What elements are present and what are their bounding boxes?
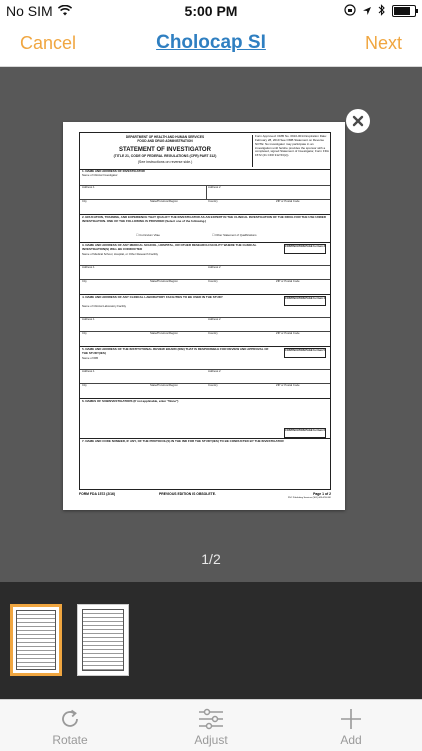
battery-fill [394, 7, 410, 15]
remove-page-button[interactable] [346, 109, 370, 133]
form-section-7 [80, 439, 330, 489]
section-6-title: 6. NAMES OF SUBINVESTIGATORS (If not applicable, enter "None") [82, 399, 179, 403]
label-country: Country [208, 331, 218, 335]
label-country: Country [208, 383, 218, 387]
section-7-title: 7. NAME AND CODE NUMBER, IF ANY, OF THE PROTOCOL(S) IN THE IND FOR THE STUDY(IES) TO BE CONDUCTED BY THE INVESTIGATOR [82, 439, 284, 443]
close-icon [352, 115, 364, 127]
label-sec3-name: Name of Medical School, Hospital, or Other Research Facility [82, 252, 159, 256]
rotate-button[interactable] [30, 705, 110, 747]
adjust-button[interactable] [171, 705, 251, 747]
form-subtitle: (TITLE 21, CODE OF FEDERAL REGULATIONS (CFR) PART 312) [113, 154, 217, 158]
label-address1: Address 1 [82, 265, 95, 269]
label-name-ci: Name of Clinical Investigator [82, 173, 118, 177]
continuation-box-6: CONTINUATION PAGE for Item 6 [284, 428, 326, 438]
navigation-bar [0, 22, 422, 67]
page-thumbnail-1[interactable] [10, 604, 62, 676]
rule [206, 185, 207, 199]
label-city: City [82, 331, 87, 335]
label-zip: ZIP or Postal Code [276, 383, 300, 387]
form-note: NOTE: No investigator may participate in an investigation until he/she provides the sponsor with a completed, signed Statement of Investigator, Form FDA 1572 (21 CFR 312.53(c)). [255, 142, 329, 157]
label-state: State/Province/Region [150, 331, 178, 335]
rule [80, 369, 330, 370]
fda-1572-form [79, 132, 331, 490]
label-address1: Address 1 [82, 369, 95, 373]
label-address2: Address 2 [208, 317, 221, 321]
status-right [344, 3, 416, 19]
checkbox-cv: ☐ Curriculum Vitae [136, 233, 160, 237]
thumbnail-strip [0, 582, 422, 699]
continuation-box-4: CONTINUATION PAGE for Item 4 [284, 296, 326, 306]
label-country: Country [208, 279, 218, 283]
label-state: State/Province/Region [150, 383, 178, 387]
label-other-quals: Other Statement of Qualifications [215, 233, 257, 237]
form-title: STATEMENT OF INVESTIGATOR [119, 147, 211, 153]
label-address2: Address 2 [208, 185, 221, 189]
plus-icon [311, 705, 391, 733]
bottom-toolbar [0, 699, 422, 751]
add-button[interactable] [311, 705, 391, 747]
form-section-1 [80, 169, 330, 215]
form-section-2 [80, 215, 330, 243]
rotate-icon [30, 705, 110, 733]
rotate-label: Rotate [52, 733, 88, 747]
form-section-5 [80, 347, 330, 399]
section-1-title: 1. NAME AND ADDRESS OF INVESTIGATOR [82, 169, 145, 173]
status-bar [0, 0, 422, 22]
form-omb-box [252, 135, 331, 167]
add-label: Add [340, 733, 362, 747]
form-header [80, 133, 330, 170]
section-2-title: 2. EDUCATION, TRAINING, AND EXPERIENCE THAT QUALIFY THE INVESTIGATOR AS AN EXPERT IN THE CLINICAL INVESTIGATION OF THE DRUG FOR THE USE UNDER INVESTIGATION. ONE OF THE FOLLOWING IS PROVIDED (Select one of the following.) [82, 215, 326, 223]
footer-small-print: PSC Publishing Services (301) 443-6740 EF [287, 497, 331, 499]
label-address2: Address 2 [208, 265, 221, 269]
label-zip: ZIP or Postal Code [276, 331, 300, 335]
continuation-box-5: CONTINUATION PAGE for Item 5 [284, 348, 326, 358]
label-zip: ZIP or Postal Code [276, 279, 300, 283]
thumbnail-preview [82, 609, 124, 671]
form-dept: DEPARTMENT OF HEALTH AND HUMAN SERVICES [125, 135, 205, 139]
form-agency: FOOD AND DRUG ADMINISTRATION [137, 138, 193, 143]
location-icon [362, 3, 372, 19]
orientation-lock-icon [344, 3, 356, 19]
footer-previous-edition: PREVIOUS EDITION IS OBSOLETE. [159, 492, 216, 496]
continuation-box-3: CONTINUATION PAGE for Item 3 [284, 244, 326, 254]
bluetooth-icon [378, 3, 386, 19]
scanned-page[interactable] [63, 122, 345, 510]
form-section-6 [80, 399, 330, 439]
page-viewer[interactable] [0, 67, 422, 582]
label-sec4-name: Name of Clinical Laboratory Facility [82, 304, 126, 308]
label-address1: Address 1 [82, 317, 95, 321]
label-state: State/Province/Region [150, 279, 178, 283]
checkbox-other: ☐ Other Statement of Qualifications [212, 233, 257, 237]
battery-icon [392, 5, 416, 17]
rule [80, 185, 330, 186]
form-dept-block [100, 136, 230, 143]
label-state: State/Province/Region [150, 199, 178, 203]
adjust-label: Adjust [194, 733, 228, 747]
footer-form-id: FORM FDA 1572 (2/16) [79, 492, 116, 496]
carrier-label: No SIM [6, 3, 53, 19]
page-indicator: 1/2 [201, 551, 221, 567]
cancel-button[interactable]: Cancel [20, 33, 77, 53]
page-thumbnail-2[interactable] [77, 604, 129, 676]
document-title-link[interactable]: Cholocap SI [156, 32, 266, 53]
form-see-instructions: (See instructions on reverse side.) [137, 160, 193, 164]
label-city: City [82, 383, 87, 387]
form-omb: Form Approved: OMB No. 0910-0014 Expiration Date: February 28, 2019 See OMB Statement on Reverse [255, 134, 327, 142]
label-city: City [82, 199, 87, 203]
label-zip: ZIP or Postal Code [276, 199, 300, 203]
section-4-title: 4. NAME AND ADDRESS OF ANY CLINICAL LABORATORY FACILITIES TO BE USED IN THE STUDY [82, 295, 223, 299]
form-section-3 [80, 243, 330, 295]
thumbnail-preview [16, 610, 56, 670]
rule [80, 265, 330, 266]
label-sec5-name: Name of IRB [82, 356, 99, 360]
section-3-title: 3. NAME AND ADDRESS OF ANY MEDICAL SCHOOL, HOSPITAL, OR OTHER RESEARCH FACILITY WHERE THE CLINICAL INVESTIGATION(S) WILL BE CONDUCTED [82, 243, 257, 251]
label-address1: Address 1 [82, 185, 95, 189]
footer-page: Page 1 of 2 [313, 492, 331, 496]
form-section-4 [80, 295, 330, 347]
status-time: 5:00 PM [184, 3, 238, 19]
rule [80, 317, 330, 318]
label-city: City [82, 279, 87, 283]
next-button[interactable]: Next [364, 33, 402, 53]
label-address2: Address 2 [208, 369, 221, 373]
section-5-title: 5. NAME AND ADDRESS OF THE INSTITUTIONAL REVIEW BOARD (IRB) THAT IS RESPONSIBLE FOR REVIEW AND APPROVAL OF THE STUDY(IES) [82, 347, 269, 355]
sliders-icon [171, 705, 251, 733]
label-country: Country [208, 199, 218, 203]
label-cv: Curriculum Vitae [139, 233, 160, 237]
